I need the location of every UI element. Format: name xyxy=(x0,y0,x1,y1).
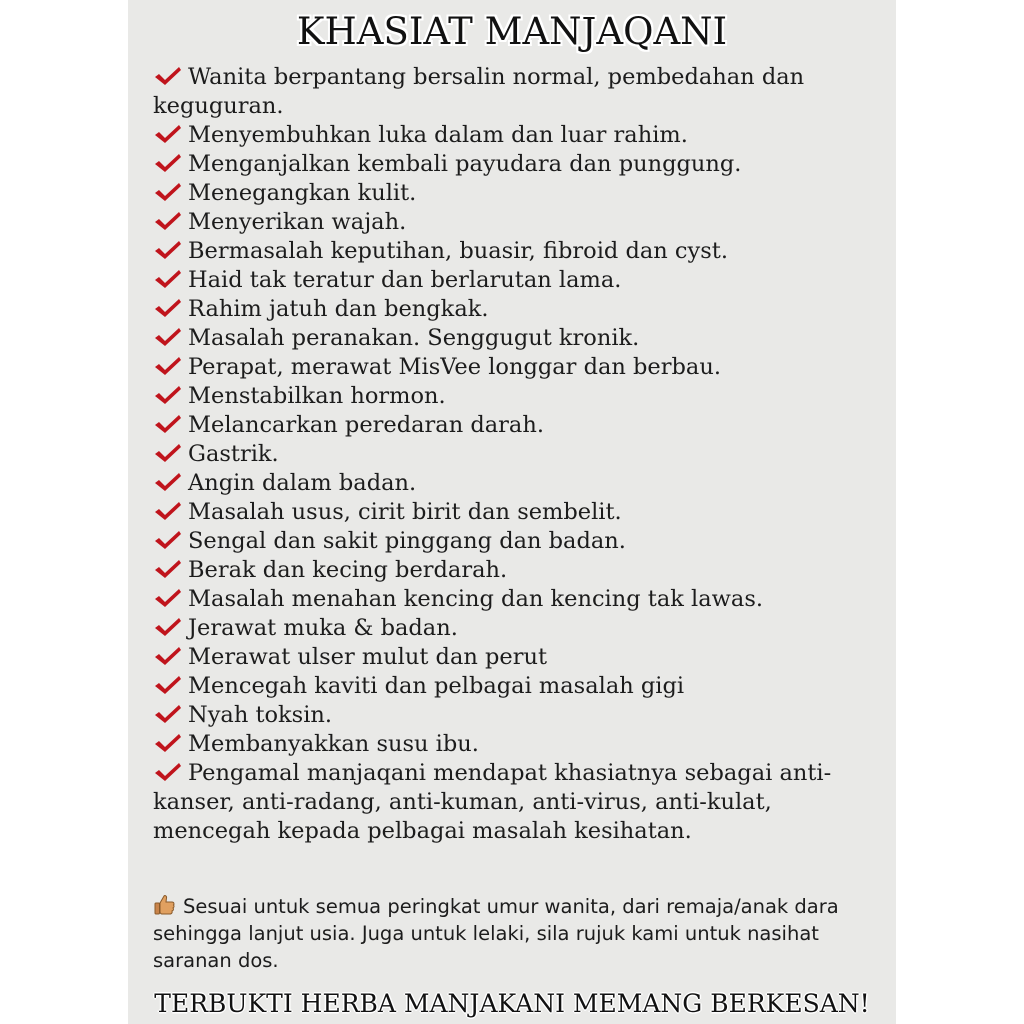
benefit-text: Perapat, merawat MisVee longgar dan berbau. xyxy=(188,354,721,380)
benefit-text: Bermasalah keputihan, buasir, fibroid dan cyst. xyxy=(188,238,728,264)
benefit-text: Berak dan kecing berdarah. xyxy=(188,557,508,583)
benefit-item xyxy=(153,150,873,179)
check-icon xyxy=(153,414,183,434)
check-icon xyxy=(153,298,183,318)
benefit-item xyxy=(153,730,873,759)
check-icon xyxy=(153,617,183,637)
check-icon xyxy=(153,675,183,695)
check-icon xyxy=(153,240,183,260)
benefit-text: Pengamal manjaqani mendapat khasiatnya sebagai anti-kanser, anti-radang, anti-kuman, anti-virus, anti-kulat, mencegah kepada pelbagai masalah kesihatan. xyxy=(153,760,832,844)
check-icon xyxy=(153,356,183,376)
benefit-item xyxy=(153,411,873,440)
benefit-text: Merawat ulser mulut dan perut xyxy=(188,644,548,670)
benefit-item xyxy=(153,527,873,556)
check-icon xyxy=(153,153,183,173)
benefit-text: Menyerikan wajah. xyxy=(188,209,407,235)
benefit-item xyxy=(153,498,873,527)
check-icon xyxy=(153,733,183,753)
benefit-text: Angin dalam badan. xyxy=(188,470,417,496)
check-icon xyxy=(153,385,183,405)
benefit-item xyxy=(153,353,873,382)
check-icon xyxy=(153,66,183,86)
benefit-text: Mencegah kaviti dan pelbagai masalah gigi xyxy=(188,673,685,699)
check-icon xyxy=(153,472,183,492)
check-icon xyxy=(153,443,183,463)
benefit-text: Wanita berpantang bersalin normal, pembedahan dan keguguran. xyxy=(153,64,805,119)
benefit-text: Jerawat muka & badan. xyxy=(188,615,458,641)
check-icon xyxy=(153,762,183,782)
benefit-text: Membanyakkan susu ibu. xyxy=(188,731,479,757)
check-icon xyxy=(153,530,183,550)
check-icon xyxy=(153,588,183,608)
benefit-text: Masalah usus, cirit birit dan sembelit. xyxy=(188,499,622,525)
benefit-item xyxy=(153,440,873,469)
check-icon xyxy=(153,501,183,521)
check-icon xyxy=(153,646,183,666)
suitability-note xyxy=(153,893,888,974)
check-icon xyxy=(153,327,183,347)
benefit-item xyxy=(153,63,873,121)
poster-title: KHASIAT MANJAQANI xyxy=(296,10,728,53)
benefit-item xyxy=(153,179,873,208)
benefit-text: Melancarkan peredaran darah. xyxy=(188,412,544,438)
benefit-item xyxy=(153,585,873,614)
benefit-item xyxy=(153,701,873,730)
benefit-item xyxy=(153,295,873,324)
benefit-item xyxy=(153,382,873,411)
benefit-item xyxy=(153,266,873,295)
benefit-item xyxy=(153,643,873,672)
suitability-text: Sesuai untuk semua peringkat umur wanita, dari remaja/anak dara sehingga lanjut usia. Juga untuk lelaki, sila rujuk kami untuk nasihat saranan dos. xyxy=(153,895,839,972)
benefit-text: Menyembuhkan luka dalam dan luar rahim. xyxy=(188,122,688,148)
benefit-item xyxy=(153,237,873,266)
check-icon xyxy=(153,704,183,724)
benefit-text: Nyah toksin. xyxy=(188,702,333,728)
benefit-item xyxy=(153,556,873,585)
check-icon xyxy=(153,182,183,202)
benefit-text: Masalah peranakan. Senggugut kronik. xyxy=(188,325,640,351)
benefit-text: Menegangkan kulit. xyxy=(188,180,417,206)
benefit-item xyxy=(153,469,873,498)
benefit-list xyxy=(153,63,873,846)
benefit-item xyxy=(153,324,873,353)
benefit-item xyxy=(153,759,873,846)
benefit-text: Masalah menahan kencing dan kencing tak lawas. xyxy=(188,586,764,612)
footer-tagline: TERBUKTI HERBA MANJAKANI MEMANG BERKESAN! xyxy=(154,989,870,1018)
poster xyxy=(128,0,896,1024)
benefit-item xyxy=(153,208,873,237)
benefit-text: Rahim jatuh dan bengkak. xyxy=(188,296,489,322)
benefit-text: Haid tak teratur dan berlarutan lama. xyxy=(188,267,622,293)
check-icon xyxy=(153,269,183,289)
benefit-item xyxy=(153,614,873,643)
benefit-item xyxy=(153,672,873,701)
check-icon xyxy=(153,211,183,231)
benefit-text: Menganjalkan kembali payudara dan punggung. xyxy=(188,151,742,177)
benefit-text: Sengal dan sakit pinggang dan badan. xyxy=(188,528,626,554)
benefit-text: Menstabilkan hormon. xyxy=(188,383,446,409)
check-icon xyxy=(153,124,183,144)
benefit-text: Gastrik. xyxy=(188,441,279,467)
thumbs-up-icon xyxy=(153,893,177,917)
check-icon xyxy=(153,559,183,579)
benefit-item xyxy=(153,121,873,150)
